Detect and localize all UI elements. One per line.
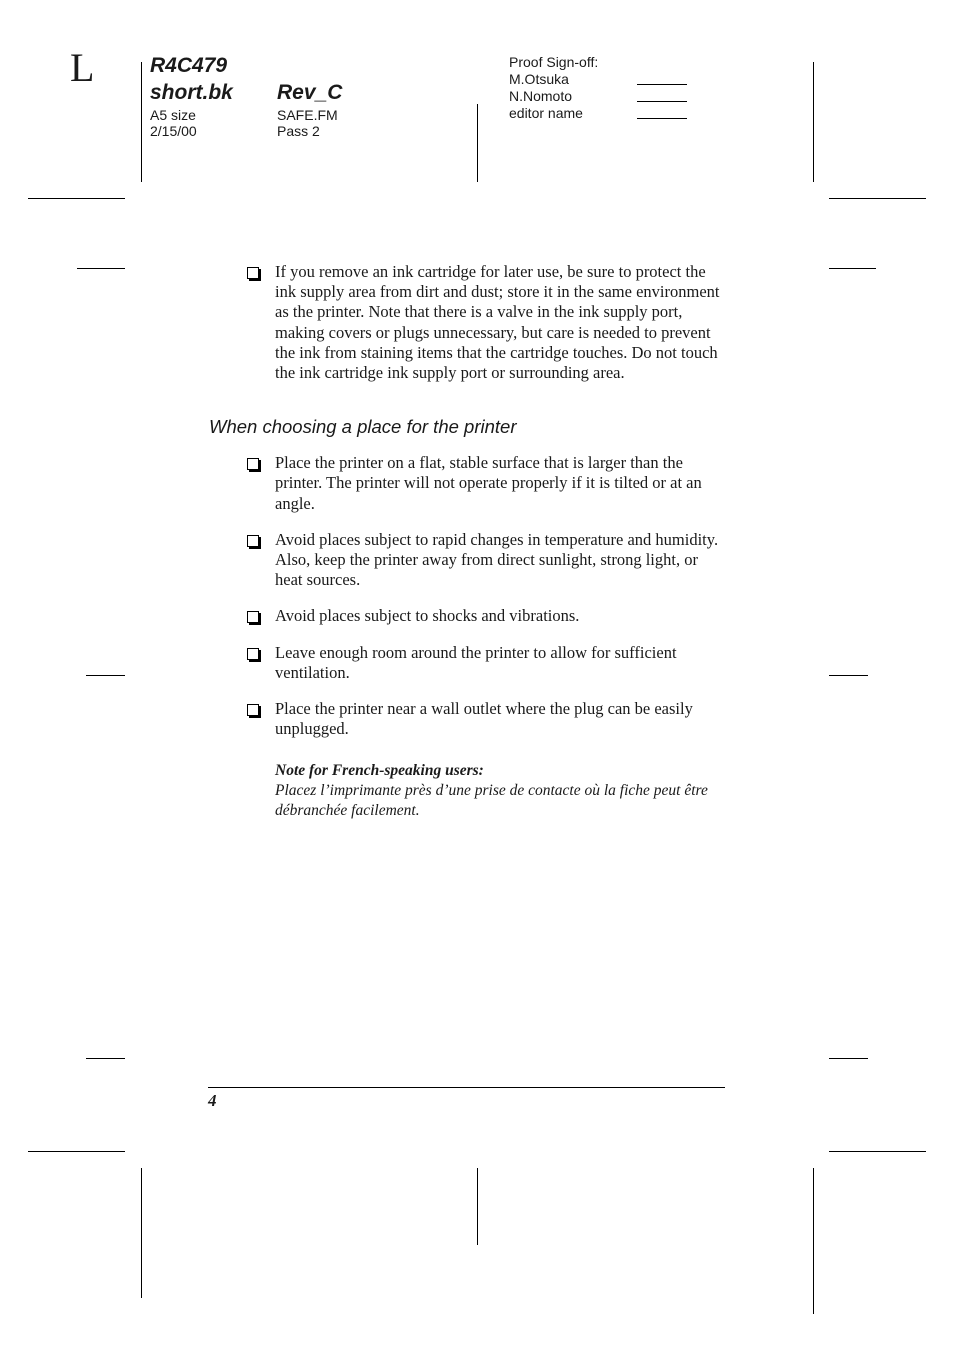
list-item-text: Place the printer near a wall outlet where the plug can be easily unplugged. (275, 699, 693, 739)
checkbox-bullet-icon (247, 704, 259, 716)
list-item (209, 530, 729, 591)
doc-code: R4C479 (150, 54, 228, 77)
crop-mark-vertical-bottom-left (141, 1168, 142, 1298)
file-name: SAFE.FM (277, 107, 338, 123)
proof-signer-name: M.Otsuka (509, 71, 569, 87)
margin-mark-bottom-right (829, 1058, 868, 1059)
crop-mark-vertical-top-right (813, 62, 814, 182)
signature-line (637, 118, 687, 119)
date: 2/15/00 (150, 123, 197, 139)
proof-signer-name: editor name (509, 105, 583, 121)
checkbox-bullet-icon (247, 458, 259, 470)
proof-signer-row (509, 71, 689, 88)
margin-mark-bottom-left (86, 1058, 125, 1059)
revision: Rev_C (277, 81, 343, 104)
french-note (209, 761, 729, 821)
margin-mark-middle-left (86, 675, 125, 676)
checkbox-bullet-icon (247, 267, 259, 279)
margin-mark-top-right (829, 268, 876, 269)
signature-line (637, 84, 687, 85)
list-item-text: Place the printer on a flat, stable surface that is larger than the printer. The printer will not operate properly if it is tilted or at an angle. (275, 453, 702, 513)
crop-mark-horizontal-bottom-left (28, 1151, 125, 1152)
left-page-mark: L (70, 45, 95, 90)
crop-mark-vertical-bottom-center (477, 1168, 478, 1245)
list-item (209, 643, 729, 683)
page-body (209, 262, 729, 821)
proof-signer-name: N.Nomoto (509, 88, 573, 104)
list-item (209, 699, 729, 739)
book-name: short.bk (150, 81, 233, 104)
list-item-text: Leave enough room around the printer to allow for sufficient ventilation. (275, 642, 677, 682)
proof-sign-off (509, 54, 689, 122)
crop-mark-horizontal-top-right (829, 198, 926, 199)
crop-mark-vertical-top-left (141, 62, 142, 182)
list-item-text: Avoid places subject to shocks and vibrations. (275, 606, 580, 626)
margin-mark-middle-right (829, 675, 868, 676)
crop-mark-vertical-bottom-right (813, 1168, 814, 1314)
page-size: A5 size (150, 107, 196, 123)
margin-mark-top-left (77, 268, 125, 269)
list-item-text: Avoid places subject to rapid changes in temperature and humidity. Also, keep the printer away from direct sunlight, strong light, or heat sources. (275, 529, 719, 590)
crop-mark-horizontal-top-left (28, 198, 125, 199)
note-text: Placez l’imprimante près d’une prise de contacte où la fiche peut être débranchée facilement. (275, 782, 708, 820)
proof-signer-row (509, 105, 689, 122)
checkbox-bullet-icon (247, 611, 259, 623)
signature-line (637, 101, 687, 102)
crop-mark-horizontal-bottom-right (829, 1151, 926, 1152)
list-item (209, 606, 729, 626)
list-item (209, 453, 729, 514)
proof-signer-row (509, 88, 689, 105)
list-item-text: If you remove an ink cartridge for later use, be sure to protect the ink supply area from dirt and dust; store it in the same environment as the printer. Note that there is a valve in the ink supply port, making covers or plugs unnecessary, but care is needed to prevent the ink from staining items that the cartridge touches. Do not touch the ink cartridge ink supply port or surrounding area. (275, 262, 720, 383)
note-title: Note for French-speaking users: (275, 762, 484, 780)
footer-rule (208, 1087, 725, 1088)
section-heading: When choosing a place for the printer (209, 416, 517, 438)
pass: Pass 2 (277, 123, 320, 139)
checkbox-bullet-icon (247, 648, 259, 660)
list-item (209, 262, 729, 383)
proof-title: Proof Sign-off: (509, 54, 599, 70)
checkbox-bullet-icon (247, 535, 259, 547)
crop-mark-vertical-top-center (477, 104, 478, 182)
page-number: 4 (208, 1091, 217, 1110)
